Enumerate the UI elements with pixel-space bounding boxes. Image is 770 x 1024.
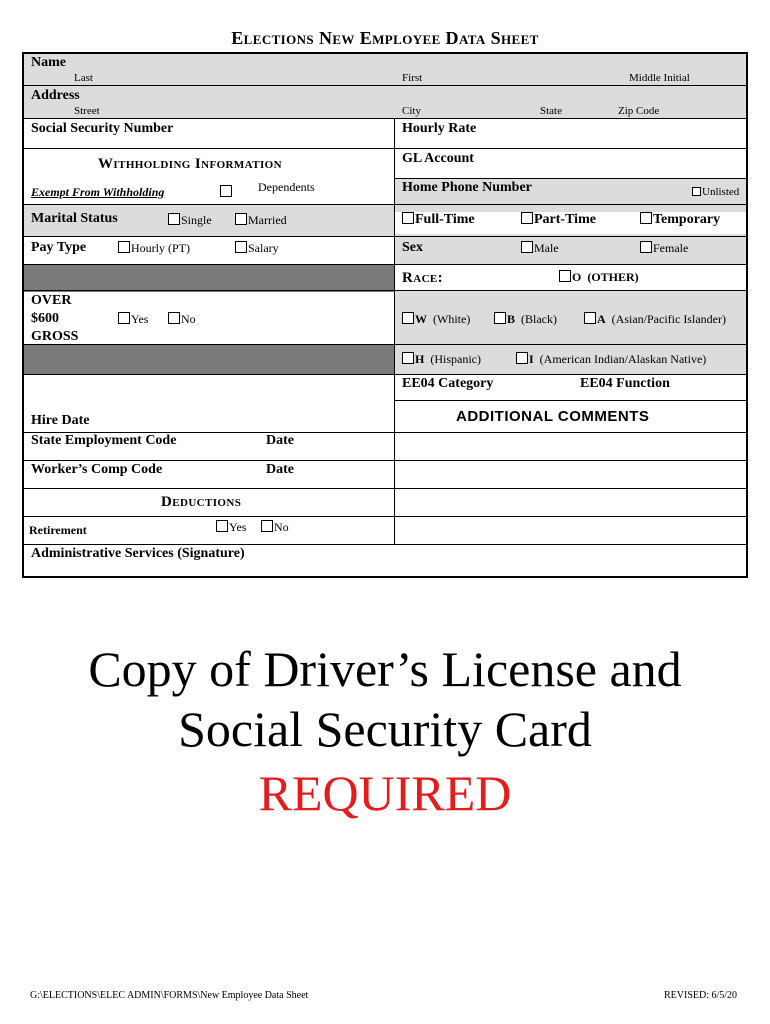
exempt-checkbox[interactable] <box>220 185 232 197</box>
sex-label: Sex <box>402 240 423 255</box>
single-label: Single <box>181 213 212 227</box>
retirement-no-checkbox[interactable] <box>261 520 273 532</box>
male-label: Male <box>534 241 559 255</box>
dependents-field[interactable] <box>244 178 394 204</box>
race-other-code: O <box>572 270 582 284</box>
salary-label: Salary <box>248 241 279 255</box>
withholding-heading: Withholding Information <box>98 156 282 172</box>
over-600-label <box>31 292 78 346</box>
street-label: Street <box>74 105 100 117</box>
gl-account-label: GL Account <box>402 151 474 166</box>
ee04-field[interactable] <box>394 374 746 400</box>
male-checkbox[interactable] <box>521 241 533 253</box>
race-native-label: (American Indian/Alaskan Native) <box>539 352 707 366</box>
hourly-rate-label: Hourly Rate <box>402 121 477 136</box>
race-white-code: W <box>415 312 427 326</box>
city-label: City <box>402 105 421 117</box>
race-label: Race: <box>402 270 444 286</box>
single-checkbox[interactable] <box>168 213 180 225</box>
hire-date-label: Hire Date <box>31 413 90 428</box>
retirement-yes-checkbox[interactable] <box>216 520 228 532</box>
part-time-option[interactable] <box>521 212 596 228</box>
race-hispanic-label: (Hispanic) <box>430 352 481 366</box>
hourly-rate-field[interactable] <box>394 118 746 148</box>
over-600-yes-checkbox[interactable] <box>118 312 130 324</box>
race-asian-checkbox[interactable] <box>584 312 596 324</box>
additional-comments-heading: ADDITIONAL COMMENTS <box>456 408 650 425</box>
unlisted-label: Unlisted <box>702 186 740 198</box>
full-time-checkbox[interactable] <box>402 212 414 224</box>
state-label: State <box>540 105 562 117</box>
name-field[interactable] <box>24 54 746 85</box>
address-field[interactable] <box>24 85 746 118</box>
married-label: Married <box>248 213 287 227</box>
address-label: Address <box>31 88 80 103</box>
notice-line-2: Social Security Card <box>178 701 592 757</box>
middle-initial-label: Middle Initial <box>629 72 690 84</box>
male-option[interactable] <box>521 241 559 256</box>
state-employment-code-field[interactable] <box>24 432 394 460</box>
ssn-label: Social Security Number <box>31 121 174 136</box>
race-native-code: I <box>529 352 534 366</box>
first-name-label: First <box>402 72 423 84</box>
over-600-line1: OVER <box>31 293 72 308</box>
temporary-label: Temporary <box>653 212 721 227</box>
retirement-no-label: No <box>274 520 289 534</box>
ee04-category-label: EE04 Category <box>402 376 494 391</box>
admin-signature-label: Administrative Services (Signature) <box>31 546 245 561</box>
race-asian-option[interactable] <box>584 312 726 327</box>
race-hispanic-code: H <box>415 352 425 366</box>
unlisted-checkbox[interactable] <box>692 187 701 196</box>
over-600-line2: $600 <box>31 311 59 326</box>
footer-revised-date: REVISED: 6/5/20 <box>664 990 738 1001</box>
dependents-label: Dependents <box>258 180 315 194</box>
zip-code-label: Zip Code <box>618 105 660 117</box>
hourly-option[interactable] <box>118 241 190 256</box>
over-600-line3: GROSS <box>31 329 79 344</box>
footer-file-path: G:\ELECTIONS\ELEC ADMIN\FORMS\New Employee Data Sheet <box>30 990 309 1001</box>
race-asian-code: A <box>597 312 606 326</box>
marital-status-label: Marital Status <box>31 211 118 226</box>
race-hispanic-checkbox[interactable] <box>402 352 414 364</box>
form-title: Elections New Employee Data Sheet <box>231 28 539 48</box>
female-checkbox[interactable] <box>640 241 652 253</box>
over-600-no-label: No <box>181 312 196 326</box>
race-other-option[interactable] <box>559 270 639 285</box>
part-time-label: Part-Time <box>534 212 596 227</box>
notice-required: REQUIRED <box>258 765 512 821</box>
race-white-label: (White) <box>433 312 471 326</box>
race-white-checkbox[interactable] <box>402 312 414 324</box>
married-option[interactable] <box>235 213 287 228</box>
employee-data-form <box>22 52 748 578</box>
retirement-label: Retirement <box>29 523 87 537</box>
workers-comp-code-label: Worker’s Comp Code <box>31 462 163 477</box>
home-phone-label: Home Phone Number <box>402 180 532 195</box>
ee04-function-label: EE04 Function <box>580 376 670 391</box>
race-black-code: B <box>507 312 516 326</box>
part-time-checkbox[interactable] <box>521 212 533 224</box>
admin-signature-field[interactable] <box>24 544 746 576</box>
state-employment-code-label: State Employment Code <box>31 433 177 448</box>
over-600-yes-label: Yes <box>131 312 149 326</box>
female-option[interactable] <box>640 241 688 256</box>
temporary-checkbox[interactable] <box>640 212 652 224</box>
race-other-checkbox[interactable] <box>559 270 571 282</box>
state-employment-date-label: Date <box>266 433 294 448</box>
retirement-no-option[interactable] <box>261 520 289 535</box>
married-checkbox[interactable] <box>235 213 247 225</box>
last-name-label: Last <box>74 72 93 84</box>
race-black-option[interactable] <box>494 312 557 327</box>
hourly-label: Hourly (PT) <box>131 241 190 255</box>
exempt-label: Exempt From Withholding <box>31 185 165 199</box>
notice-line-1: Copy of Driver’s License and <box>88 641 682 697</box>
temporary-option[interactable] <box>640 212 720 228</box>
race-black-checkbox[interactable] <box>494 312 506 324</box>
full-time-option[interactable] <box>402 212 475 228</box>
race-asian-label: (Asian/Pacific Islander) <box>611 312 726 326</box>
ssn-field[interactable] <box>24 118 394 148</box>
name-label: Name <box>31 55 66 70</box>
salary-checkbox[interactable] <box>235 241 247 253</box>
additional-comments-field[interactable] <box>394 432 746 544</box>
over-600-no-option[interactable] <box>168 312 196 327</box>
retirement-yes-label: Yes <box>229 520 247 534</box>
unlisted-option[interactable] <box>692 186 739 198</box>
full-time-label: Full-Time <box>415 212 475 227</box>
pay-type-label: Pay Type <box>31 240 87 255</box>
race-hispanic-option[interactable] <box>402 352 481 367</box>
race-native-option[interactable] <box>516 352 706 367</box>
hourly-checkbox[interactable] <box>118 241 130 253</box>
female-label: Female <box>653 241 689 255</box>
hire-date-field[interactable] <box>24 374 394 432</box>
race-native-checkbox[interactable] <box>516 352 528 364</box>
over-600-no-checkbox[interactable] <box>168 312 180 324</box>
race-other-label: (OTHER) <box>587 270 639 284</box>
workers-comp-date-label: Date <box>266 462 294 477</box>
retirement-yes-option[interactable] <box>216 520 246 535</box>
over-600-yes-option[interactable] <box>118 312 148 327</box>
single-option[interactable] <box>168 213 212 228</box>
salary-option[interactable] <box>235 241 279 256</box>
gl-account-field[interactable] <box>394 148 746 178</box>
race-black-label: (Black) <box>521 312 557 326</box>
workers-comp-code-field[interactable] <box>24 460 394 488</box>
race-white-option[interactable] <box>402 312 470 327</box>
deductions-heading: Deductions <box>161 494 242 510</box>
